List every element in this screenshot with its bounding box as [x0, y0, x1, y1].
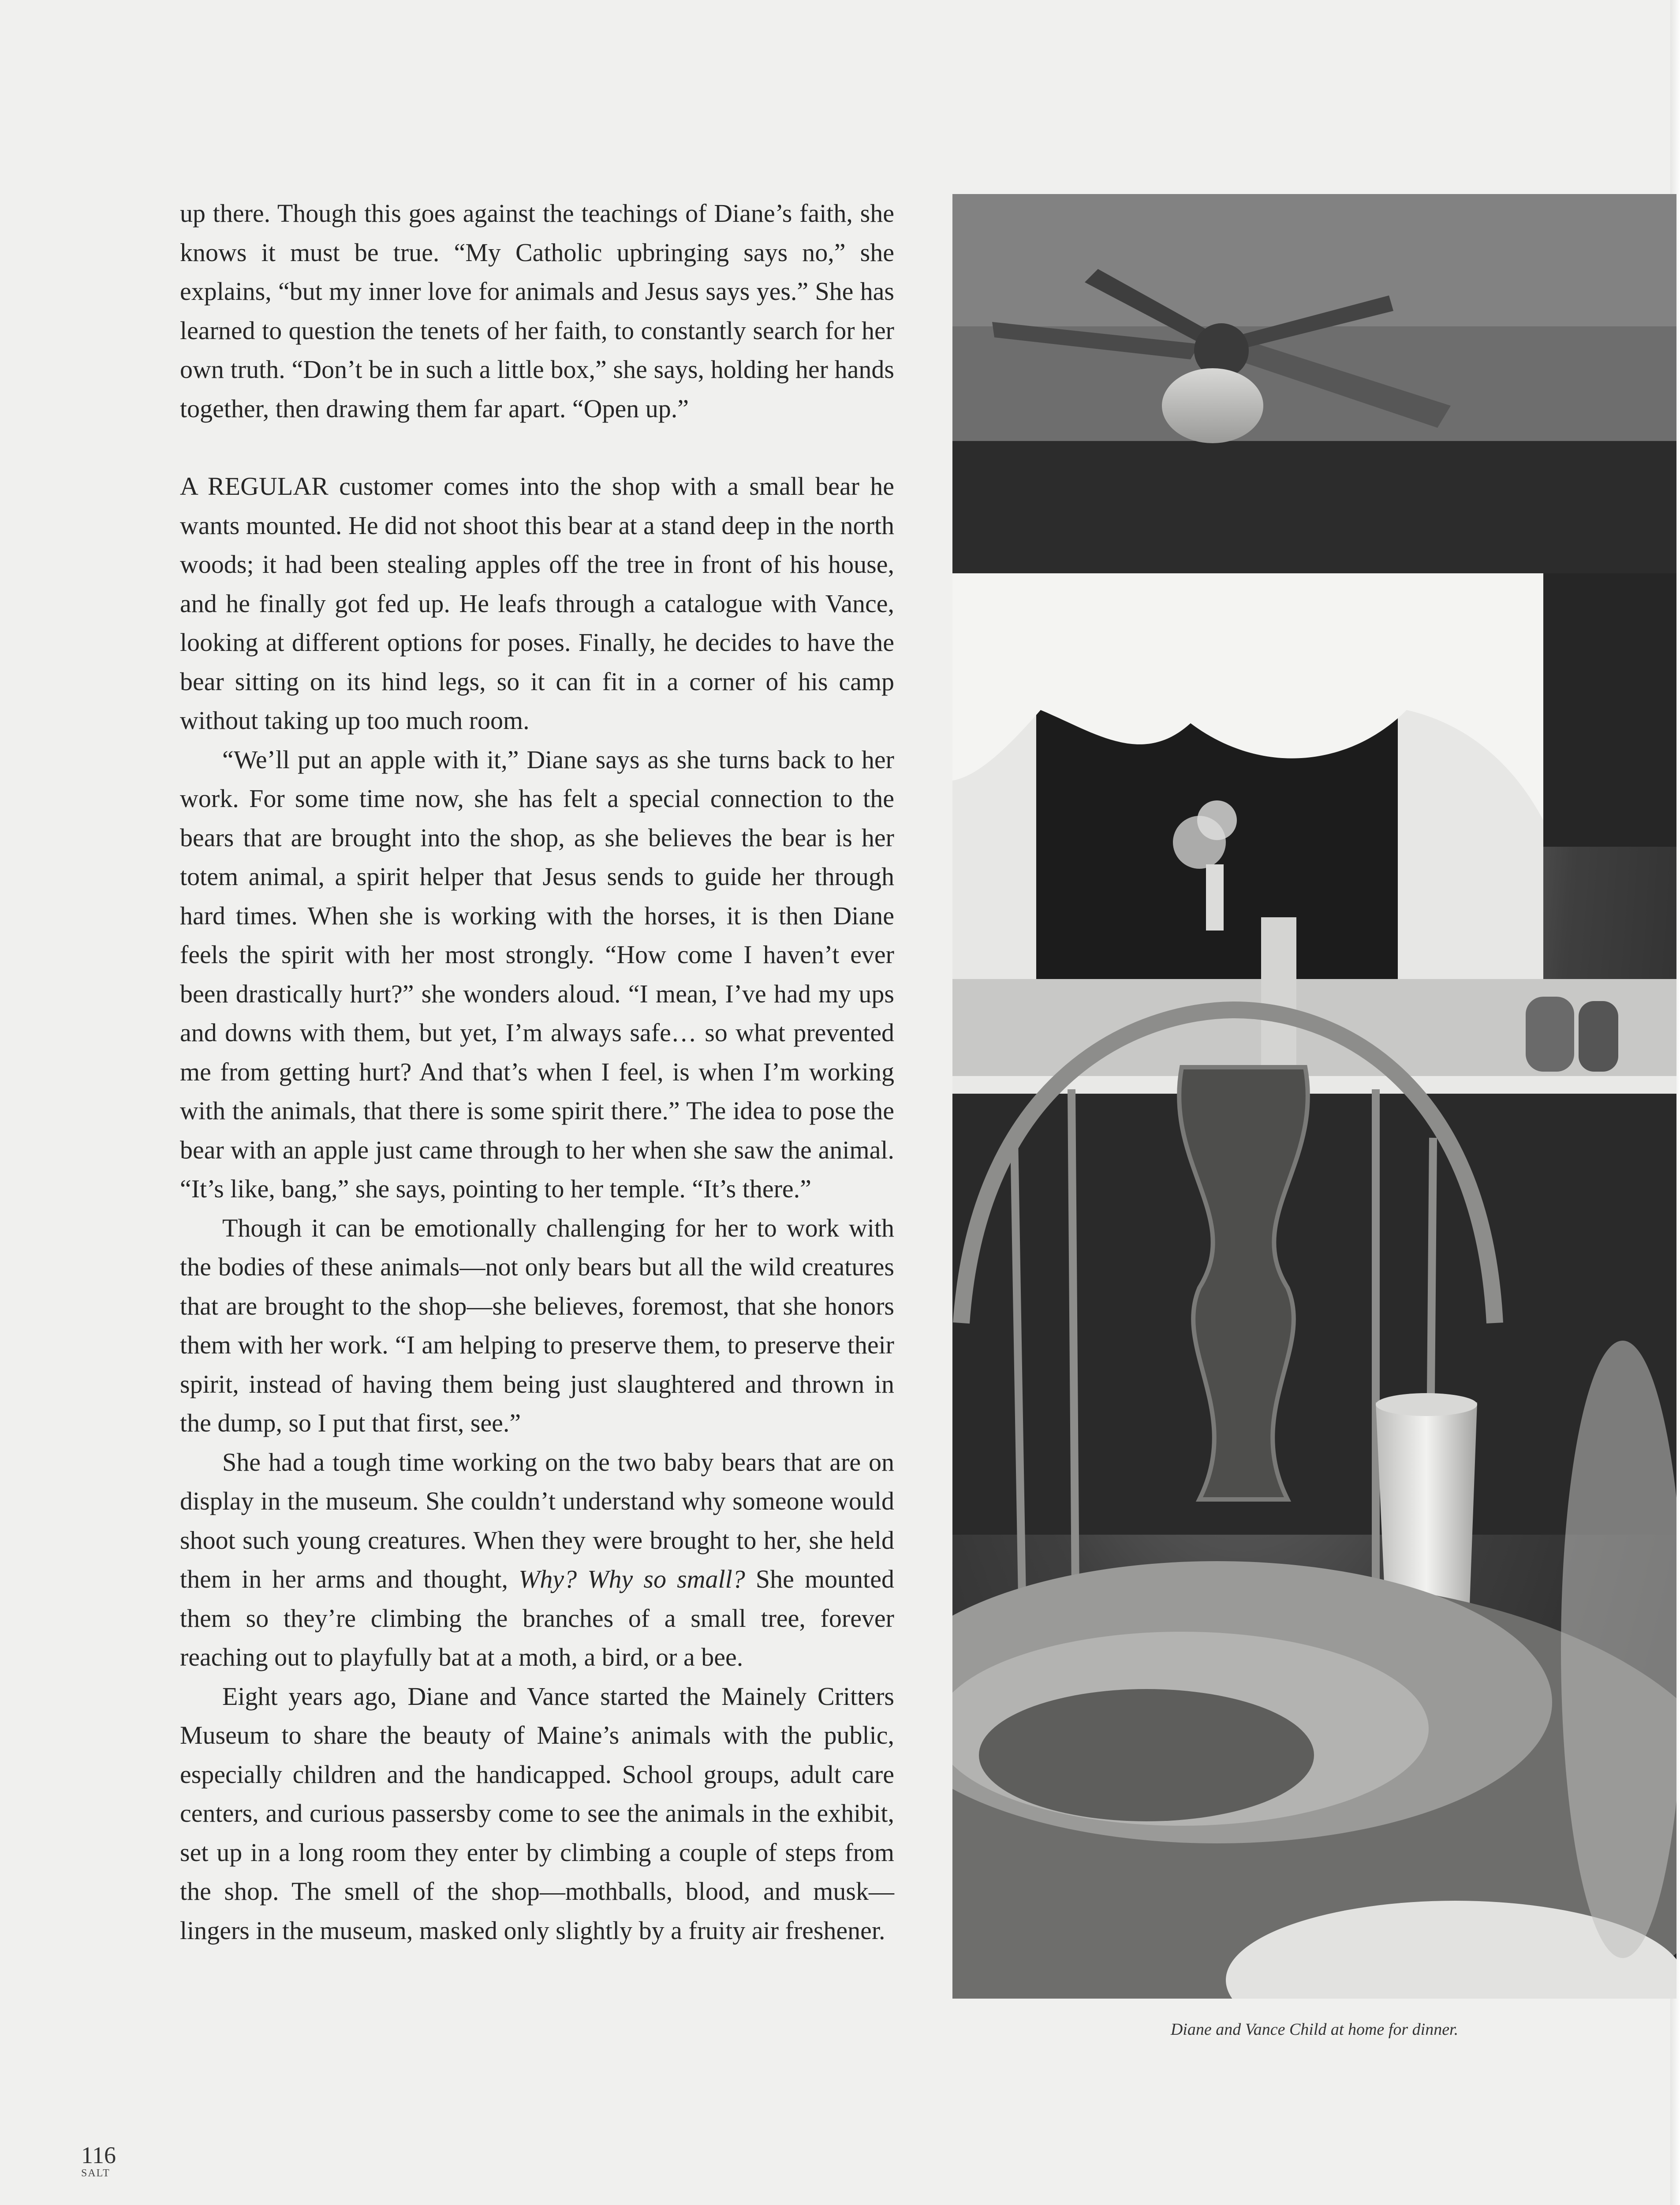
paragraph-3: “We’ll put an apple with it,” Diane says as she turns back to her work. For some time now, she has felt a special connection to the bears that are brought into the shop, as she believes the bear is her totem animal, a spirit helper that Jesus sends to guide her through hard times. When she is working with the horses, it is then Diane feels the spirit with her most strongly. “How come I haven’t ever been drastically hurt?” she wonders aloud. “I mean, I’ve had my ups and downs with them, but yet, I’m always safe… so what prevented me from getting hurt? And that’s when I feel, is when I’m working with the animals, that there is some spirit there.” The idea to pose the bear with an apple just came through to her when she saw the animal. “It’s like, bang,” she says, pointing to her temple. “It’s there.” [180, 745, 894, 1203]
magazine-name: SALT [81, 2168, 110, 2179]
photo-caption: Diane and Vance Child at home for dinner. [1170, 2020, 1459, 2039]
paragraph-5 [180, 1443, 894, 1677]
paragraph-5-part-2: She mounted them so they’re climbing the branches of a small tree, forever reaching out to playfully bat at a moth, a bird, or a bee. [180, 1565, 895, 1671]
kitchen-photo-illustration [952, 194, 1676, 1999]
article-body [180, 194, 894, 1950]
paragraph-1: up there. Though this goes against the teachings of Diane’s faith, she knows it must be true. “My Catholic upbringing says no,” she explains, “but my inner love for animals and Jesus says yes.” She has learned to question the tenets of her faith, to constantly search for her own truth. “Don’t be in such a little box,” she says, holding her hands together, then drawing them far apart. “Open up.” [180, 199, 894, 423]
paragraph-5-part-1: She had a tough time working on the two baby bears that are on display in the museum. She couldn’t understand why someone would shoot such young creatures. When they were brought to her, she held them in her arms and thought, [180, 1447, 894, 1593]
paragraph-5-italic: Why? Why so small? [519, 1565, 745, 1593]
paragraph-2: A REGULAR customer comes into the shop with a small bear he wants mounted. He did not shoot this bear at a stand deep in the north woods; it had been stealing apples off the tree in front of his house, and he finally got fed up. He leafs through a catalogue with Vance, looking at different options for poses. Finally, he decides to have the bear sitting on its hind legs, so it can fit in a corner of his camp without taking up too much room. [180, 472, 894, 735]
kitchen-photo [952, 194, 1676, 1999]
paragraph-6: Eight years ago, Diane and Vance started the Mainely Critters Museum to share the beauty of Maine’s animals with the public, especially children and the handicapped. School groups, adult care centers, and curious passersby come to see the animals in the exhibit, set up in a long room they enter by climbing a couple of steps from the shop. The smell of the shop—mothballs, blood, and musk—lingers in the museum, masked only slightly by a fruity air freshener. [180, 1682, 894, 1945]
page-number: 116 [81, 2142, 116, 2168]
paragraph-4: Though it can be emotionally challenging for her to work with the bodies of these animals—not only bears but all the wild creatures that are brought to the shop—she believes, foremost, that she honors them with her work. “I am helping to preserve them, to preserve their spirit, instead of having them being just slaughtered and thrown in the dump, so I put that first, see.” [180, 1213, 894, 1437]
